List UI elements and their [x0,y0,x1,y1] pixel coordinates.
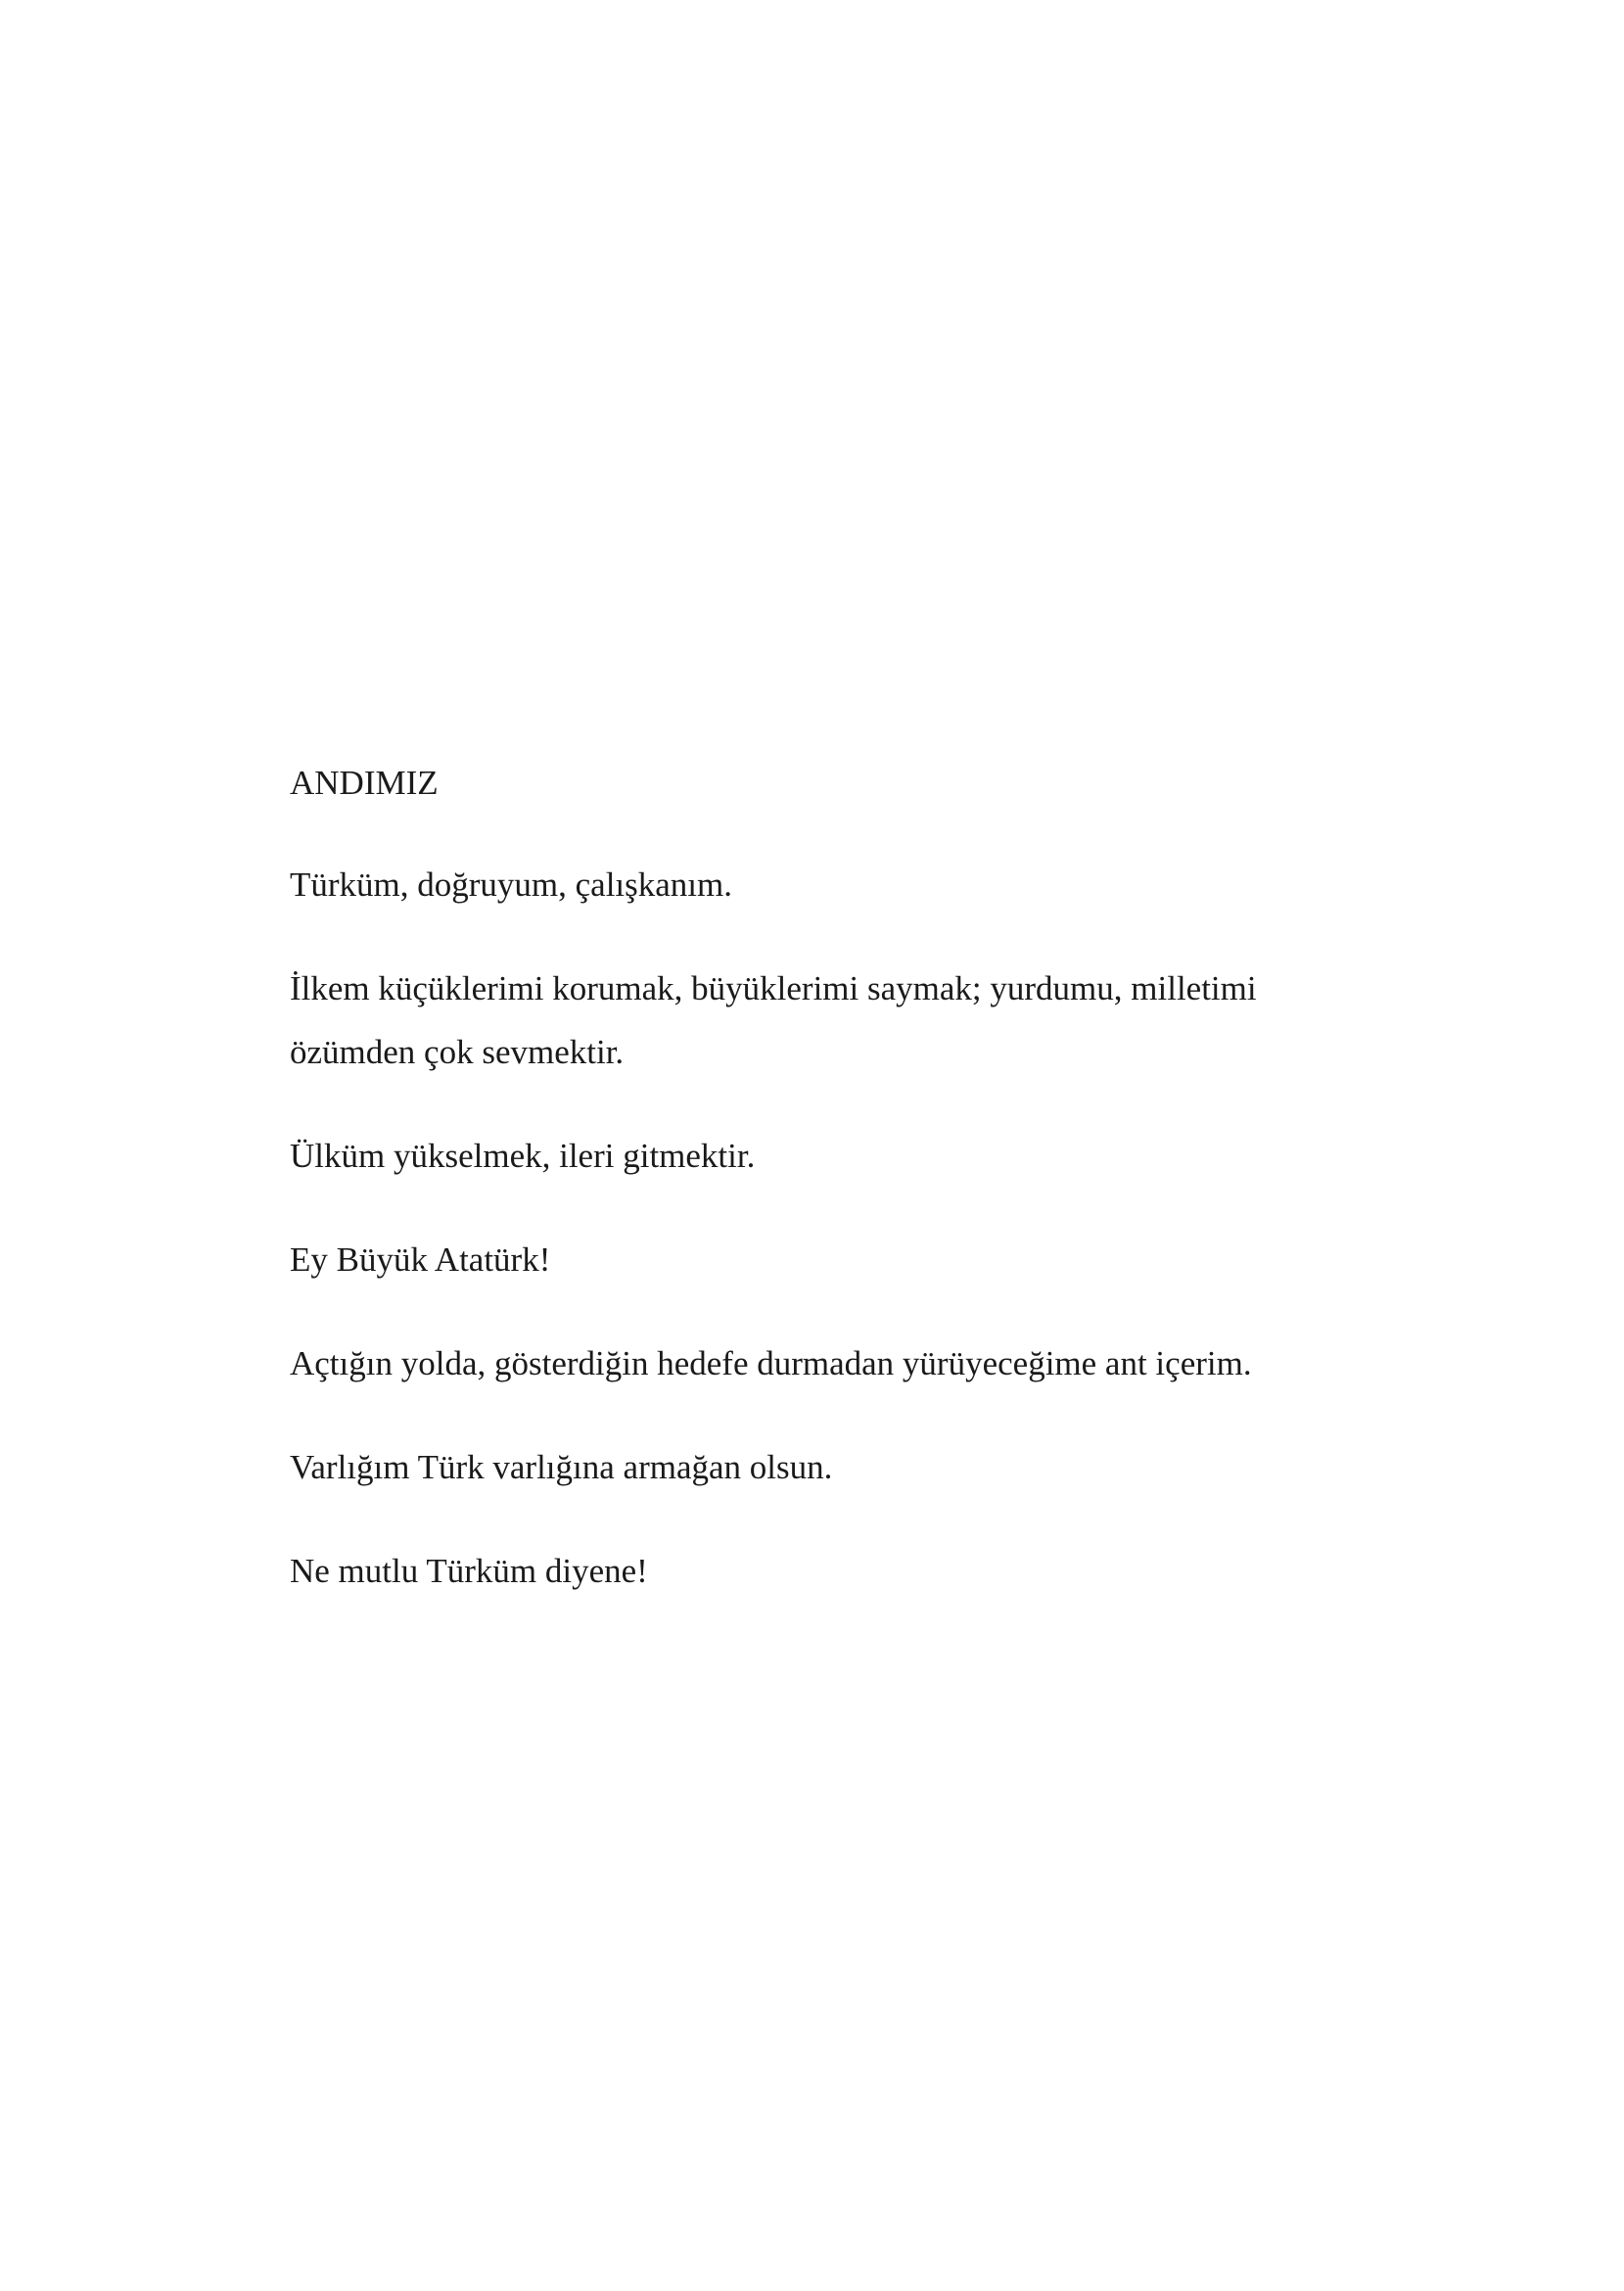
paragraph-3: Ülküm yükselmek, ileri gitmektir. [290,1137,756,1175]
document-body [290,754,1367,1603]
paragraph-1: Türküm, doğruyum, çalışkanım. [290,865,733,904]
document-title: ANDIMIZ [290,764,439,802]
paragraph-2: İlkem küçüklerimi korumak, büyüklerimi saymak; yurdumu, milletimi özümden çok sevmektir. [290,969,1257,1071]
paragraph-5: Açtığın yolda, gösterdiğin hedefe durmadan yürüyeceğime ant içerim. [290,1344,1252,1382]
paragraph-4: Ey Büyük Atatürk! [290,1240,551,1279]
paragraph-7: Ne mutlu Türküm diyene! [290,1552,648,1590]
paragraph-6: Varlığım Türk varlığına armağan olsun. [290,1448,833,1486]
